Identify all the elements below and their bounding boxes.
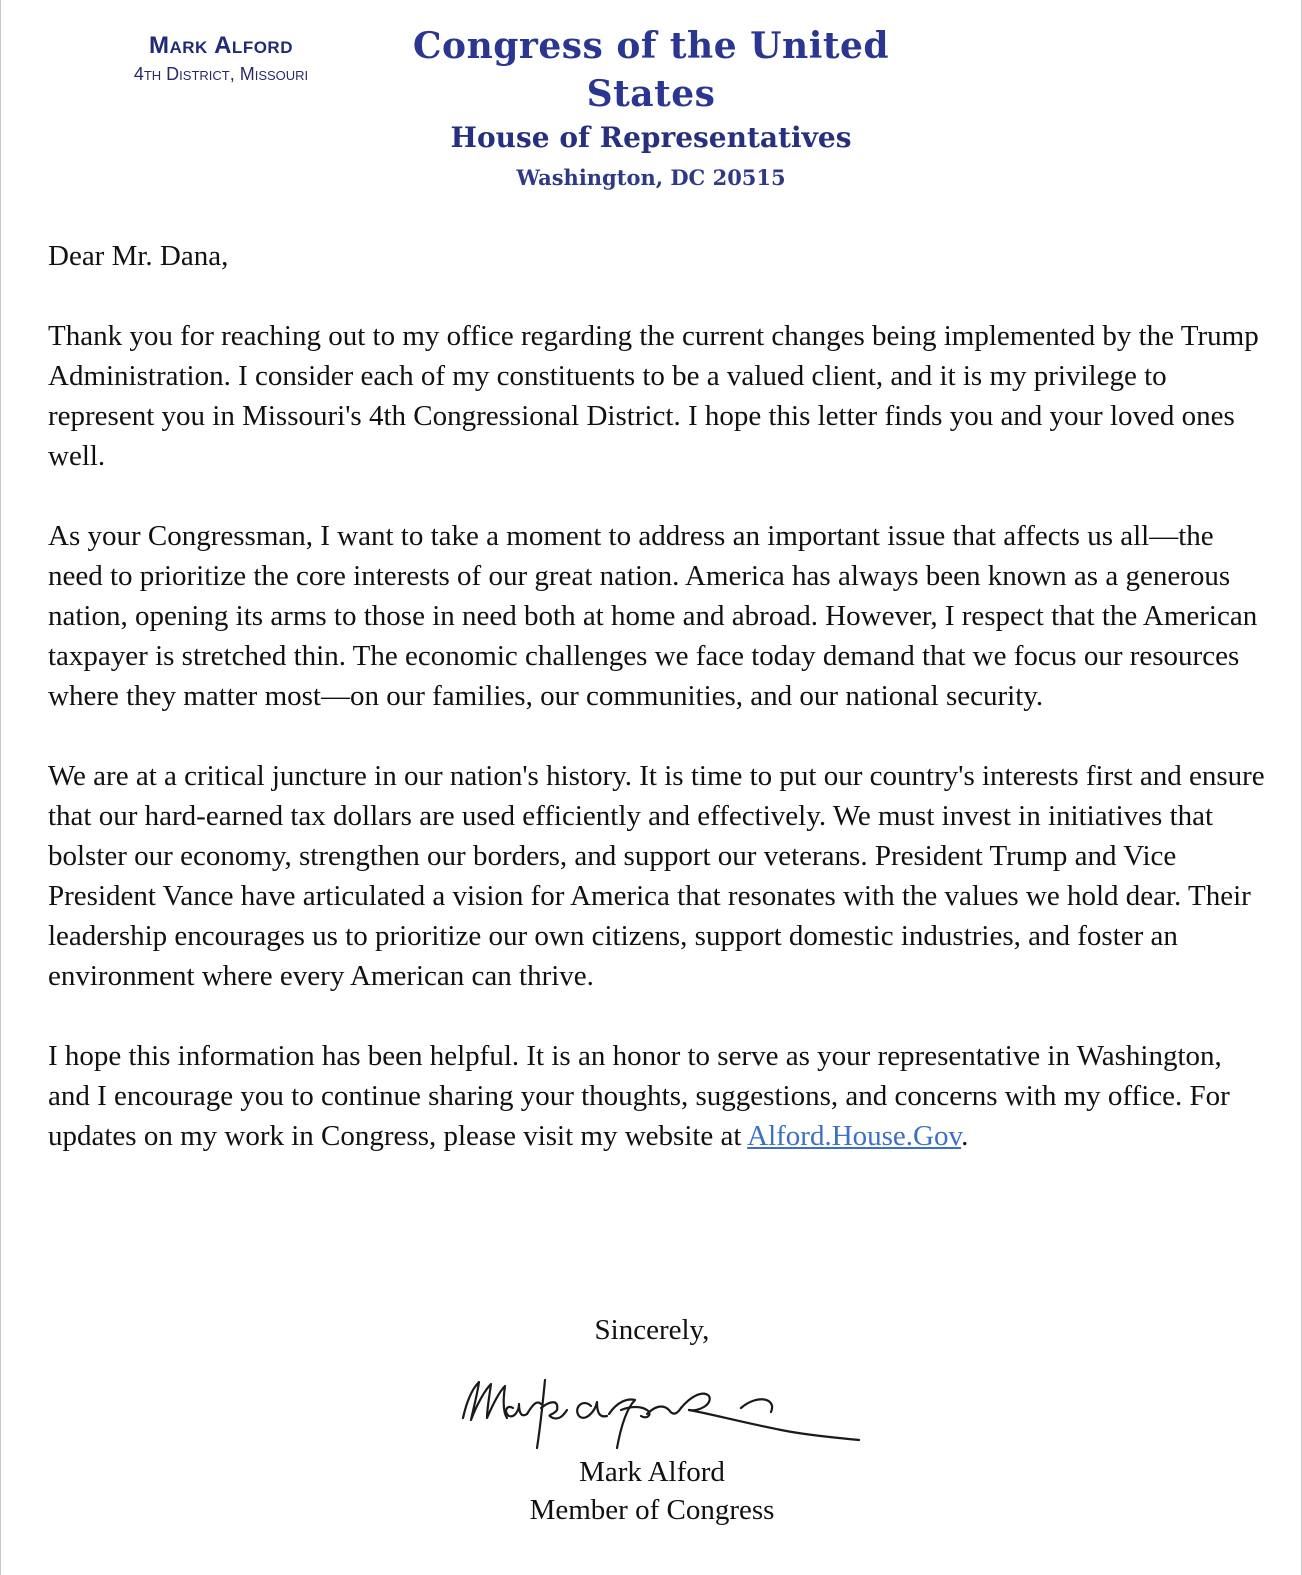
congress-letterhead — [361, 22, 941, 198]
house-title: House of Representatives — [450, 121, 852, 154]
representative-name: Mark Alford — [149, 32, 293, 59]
congress-title: Congress of the United States — [412, 25, 890, 115]
letter-body — [48, 236, 1270, 1196]
paragraph-2: As your Congressman, I want to take a moment to address an important issue that affects us all—the need to prioritize the core interests of our great nation. America has always been known as a generous nation, opening its arms to those in need both at home and abroad. However, I respect that the American taxpayer is stretched thin. The economic challenges we face today demand that we focus our resources where they matter most—on our families, our communities, and our national security. — [48, 520, 1258, 712]
website-link[interactable]: Alford.House.Gov — [747, 1120, 962, 1152]
website-suffix: . — [961, 1120, 969, 1152]
representative-block — [71, 30, 371, 86]
paragraph-1: Thank you for reaching out to my office regarding the current changes being implemented by the Trump Administration. I consider each of my constituents to be a valued client, and it is my privilege to represent you in Missouri's 4th Congressional District. I hope this letter finds you and your loved ones well. — [48, 320, 1259, 472]
signature-image — [441, 1360, 871, 1455]
signer-title: Member of Congress — [529, 1494, 775, 1526]
salutation: Dear Mr. Dana, — [48, 240, 229, 272]
paragraph-3: We are at a critical juncture in our nation's history. It is time to put our country's interests first and ensure that our hard-earned tax dollars are used efficiently and effectively. We must invest in initiatives that bolster our economy, strengthen our borders, and support our veterans. President Trump and Vice President Vance have articulated a vision for America that resonates with the values we hold dear. Their leadership encourages us to prioritize our own citizens, support domestic industries, and foster an environment where every American can thrive. — [48, 760, 1265, 992]
letterhead-location: Washington, DC 20515 — [516, 165, 786, 190]
valediction: Sincerely, — [594, 1314, 710, 1346]
paragraph-4 — [48, 1036, 1270, 1156]
representative-district: 4th District, Missouri — [133, 64, 309, 84]
paragraph-4-text: I hope this information has been helpful. It is an honor to serve as your representative in Washington, and I encourage you to continue sharing your thoughts, suggestions, and concerns with my office. For updates on my work in Congress, please visit my website at — [48, 1040, 1230, 1152]
signer-name: Mark Alford — [579, 1456, 725, 1488]
